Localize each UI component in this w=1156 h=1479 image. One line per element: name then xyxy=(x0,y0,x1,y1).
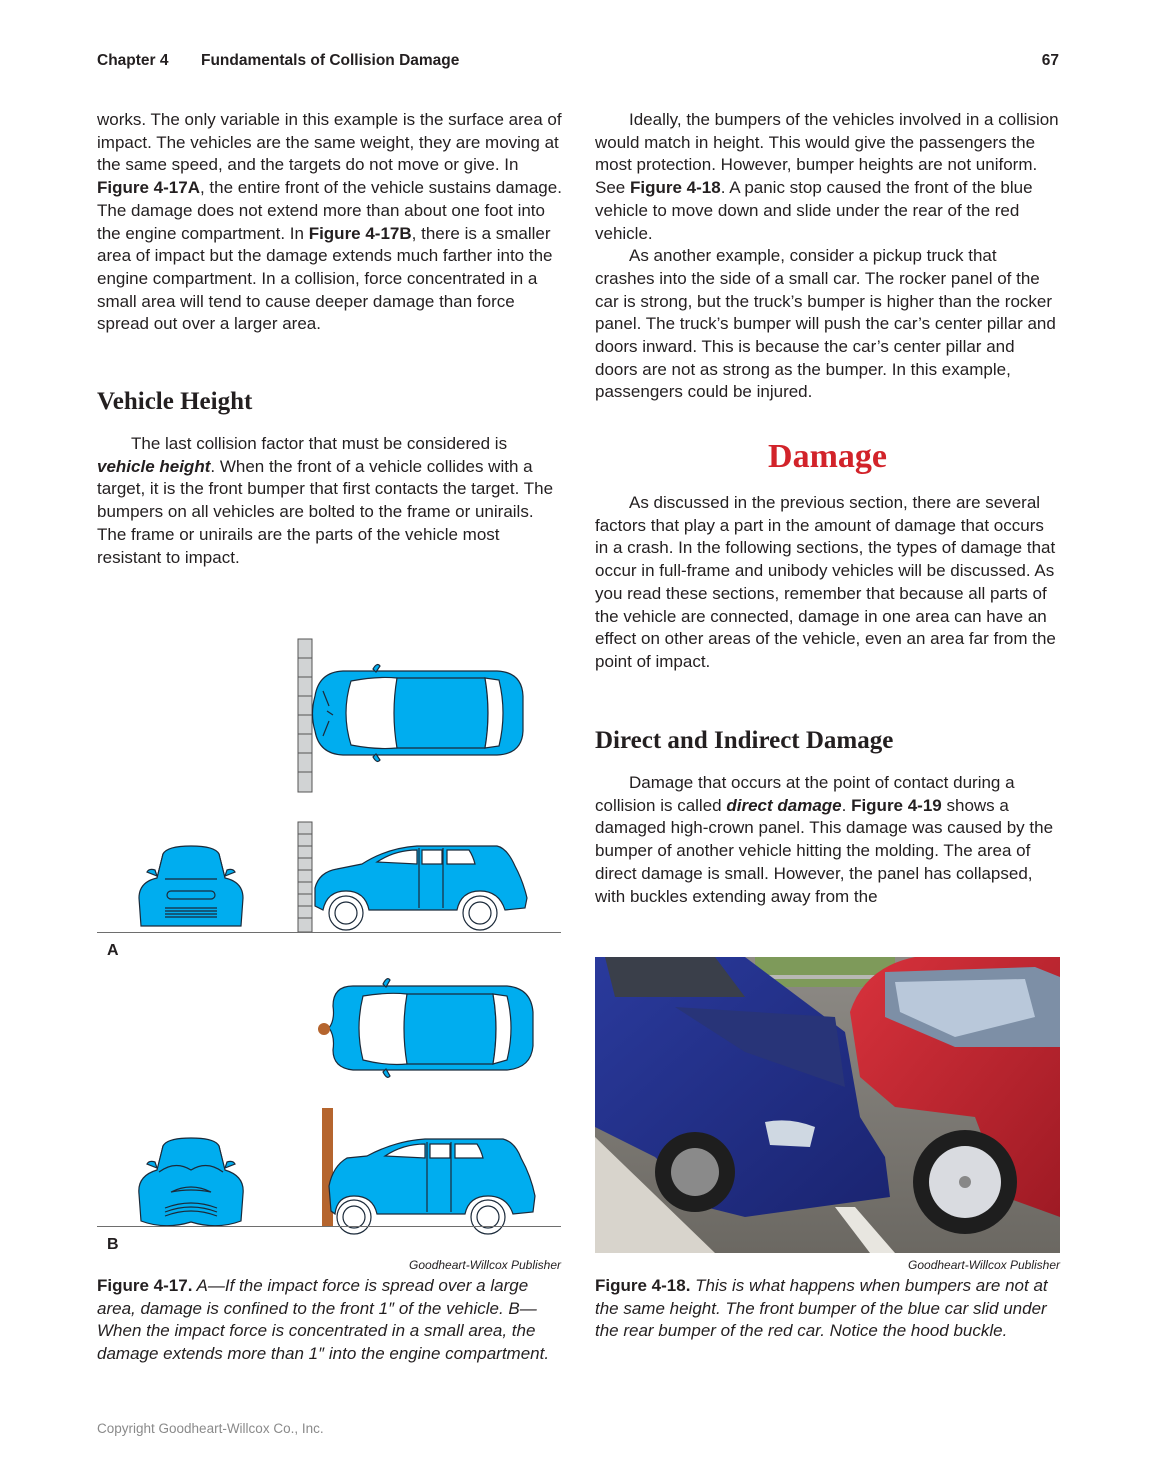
text-run: . When the front of a vehicle collides with a target, it is the front bumper that first contacts the target. The bumpers on all vehicles are bolted to the frame or unirails. The frame or unirails are the parts of the vehicle most resistant to impact. xyxy=(97,456,554,567)
key-term: direct damage xyxy=(726,795,842,815)
panel-a-label: A xyxy=(107,942,119,959)
heading-direct-indirect-damage: Direct and Indirect Damage xyxy=(595,727,894,754)
chapter-number: Chapter 4 xyxy=(97,52,169,69)
text-run: , the entire front of the vehicle sustains damage. The damage does not extend more than about one foot into the engine compartment. In xyxy=(97,178,562,243)
right-column-para-4 xyxy=(595,772,1060,908)
paragraph: As discussed in the previous section, there are several factors that play a part in the amount of damage that occurs in a crash. In the following sections, the types of damage that occur in full-frame and unibody vehicles will be discussed. As you read these sections, remember that because all parts of the vehicle are connected, damage in one area can have an effect on other areas of the vehicle, even an area far from the point of impact. xyxy=(595,493,1056,671)
car-side-view-icon xyxy=(315,846,527,930)
right-column-para-3 xyxy=(595,492,1060,674)
figure-reference: Figure 4-17B xyxy=(308,223,412,243)
figure-reference: Figure 4-17A xyxy=(97,178,200,198)
caption-number: Figure 4-17. xyxy=(97,1276,193,1295)
text-run: works. The only variable in this example is the surface area of impact. The vehicles are the same weight, they are moving at the same speed, and the targets do not move or give. In xyxy=(97,110,562,175)
panel-b-label: B xyxy=(107,1236,119,1253)
car-top-view-icon xyxy=(313,665,524,762)
crash-photo-icon xyxy=(595,957,1060,1253)
copyright-footer: Copyright Goodheart-Willcox Co., Inc. xyxy=(97,1421,324,1436)
text-run: . xyxy=(841,795,852,815)
left-column-para-2 xyxy=(97,433,562,569)
paragraph: As another example, consider a pickup truck that crashes into the side of a small car. The rocker panel of the car is strong, but the truck’s bumper is higher than the rocker panel. The truck’s bumper will push the car’s center pillar and doors inward. This is because the car’s center pillar and doors are not as strong as the bumper. In this example, passengers could be injured. xyxy=(595,246,1056,402)
text-run: , there is a smaller area of impact but the damage extends much farther into the engine compartment. In a collision, force concentrated in a small area will tend to cause deeper damage than force spread out over a larger area. xyxy=(97,223,553,334)
text-run: Ideally, the bumpers of the vehicles involved in a collision would match in height. This would give the passengers the most protection. However, bumper heights are not uniform. See xyxy=(595,110,1059,198)
car-side-view-icon xyxy=(329,1139,535,1234)
caption-number: Figure 4-18. xyxy=(595,1276,691,1295)
caption-text: This is what happens when bumpers are not at the same height. The front bumper of the blue car slid under the rear bumper of the red car. Notice the hood buckle. xyxy=(595,1276,1048,1341)
chapter-title: Fundamentals of Collision Damage xyxy=(201,52,460,69)
figure-4-18-photo xyxy=(595,957,1060,1253)
paragraph xyxy=(97,109,562,336)
car-front-view-icon xyxy=(139,846,243,926)
paragraph xyxy=(595,109,1060,245)
text-run: . A panic stop caused the front of the blue vehicle to move down and slide under the rear of the red vehicle. xyxy=(595,178,1033,243)
paragraph xyxy=(595,772,1060,908)
car-top-view-icon xyxy=(329,979,533,1078)
right-column-paras xyxy=(595,109,1060,404)
collision-diagram xyxy=(97,636,561,1266)
wall-icon xyxy=(298,639,312,792)
figure-4-17 xyxy=(97,636,561,1266)
text-run: Damage that occurs at the point of contact during a collision is called xyxy=(595,773,1015,815)
key-term: vehicle height xyxy=(97,456,211,476)
figure-reference: Figure 4-18 xyxy=(629,178,721,198)
paragraph xyxy=(97,433,562,569)
text-run: The last collision factor that must be considered is xyxy=(131,434,508,453)
car-front-view-icon xyxy=(139,1138,243,1226)
figure-reference: Figure 4-19 xyxy=(851,795,942,815)
figure-4-18-caption xyxy=(595,1275,1060,1343)
heading-damage: Damage xyxy=(768,438,887,475)
left-column-para-1 xyxy=(97,109,562,336)
text-run: shows a damaged high-crown panel. This damage was caused by the bumper of another vehicle hitting the molding. The area of direct damage is small. However, the panel has collapsed, with buckles extending away from the xyxy=(595,795,1054,906)
ground-line-b xyxy=(97,1226,561,1227)
heading-vehicle-height: Vehicle Height xyxy=(97,388,253,415)
figure-4-17-credit: Goodheart-Willcox Publisher xyxy=(409,1258,561,1272)
pole-top-icon xyxy=(318,1023,330,1035)
page-number: 67 xyxy=(1041,52,1059,69)
figure-4-17-caption xyxy=(97,1275,561,1366)
caption-text: A—If the impact force is spread over a large area, damage is confined to the front 1″ of the vehicle. B—When the impact force is concentrated in a small area, the damage extends more than 1″ into the engine compartment. xyxy=(97,1276,550,1364)
figure-4-18-credit: Goodheart-Willcox Publisher xyxy=(908,1258,1060,1272)
running-head xyxy=(97,52,1059,72)
ground-line-a xyxy=(97,932,561,933)
